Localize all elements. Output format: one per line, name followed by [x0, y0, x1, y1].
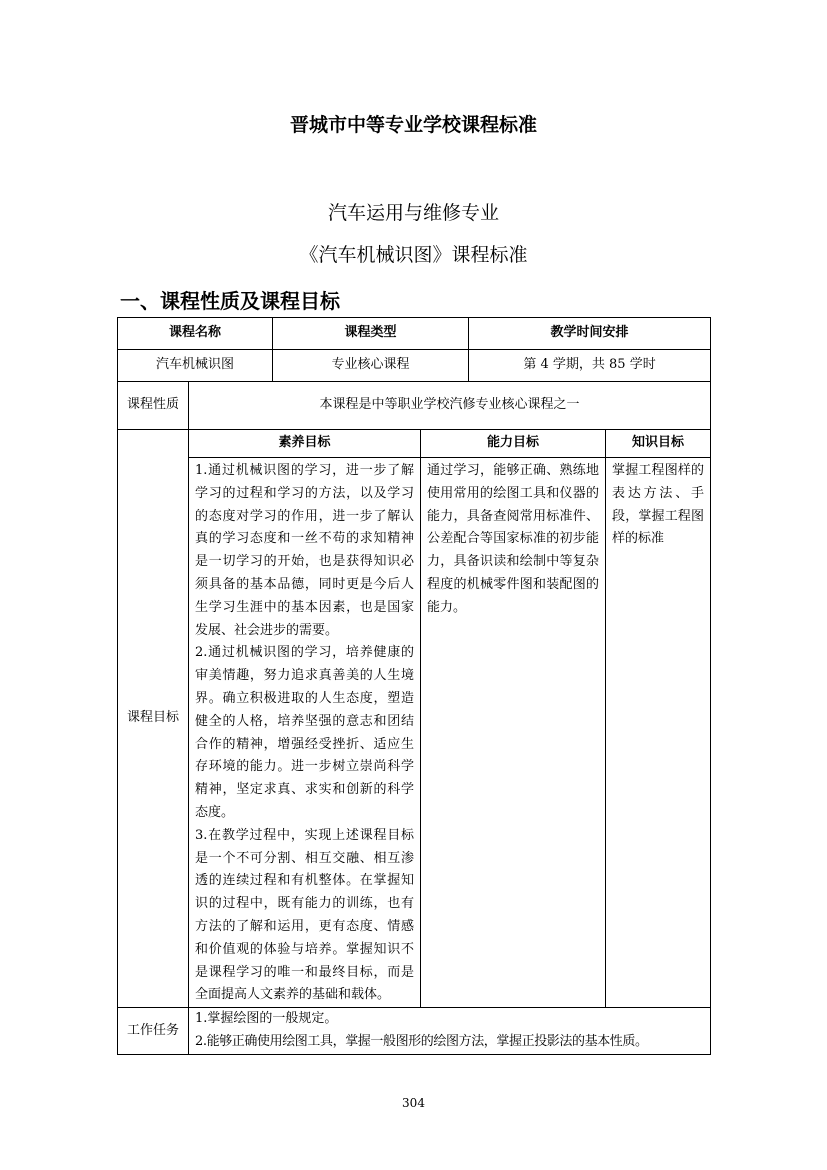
major-name: 汽车运用与维修专业 — [327, 202, 499, 224]
header-course-type: 课程类型 — [273, 318, 469, 350]
course-table — [117, 317, 711, 1055]
task-item: 2.能够正确使用绘图工具，掌握一般图形的绘图方法，掌握正投影法的基本性质。 — [195, 1033, 648, 1049]
course-name-value: 汽车机械识图 — [118, 350, 273, 382]
header-ability-goal: 能力目标 — [421, 430, 606, 458]
course-standard-title: 《汽车机械识图》课程标准 — [299, 244, 528, 266]
knowledge-goal-text: 掌握工程图样的表达方法、手段，掌握工程图样的标准 — [606, 458, 711, 1008]
table-row — [118, 350, 711, 382]
document-title: 晋城市中等专业学校课程标准 — [289, 114, 537, 136]
header-course-name: 课程名称 — [118, 318, 273, 350]
task-item: 1.掌握绘图的一般规定。 — [195, 1011, 338, 1027]
header-literacy-goal: 素养目标 — [189, 430, 421, 458]
ability-goal-text: 通过学习，能够正确、熟练地使用常用的绘图工具和仪器的能力，具备查阅常用标准件、公差配合等国家标准的初步能力，具备识读和绘制中等复杂程度的机械零件图和装配图的能力。 — [421, 458, 606, 1008]
nature-label: 课程性质 — [118, 382, 189, 430]
header-schedule: 教学时间安排 — [469, 318, 711, 350]
goals-label: 课程目标 — [118, 430, 189, 1008]
schedule-value: 第 4 学期，共 85 学时 — [469, 350, 711, 382]
header-knowledge-goal: 知识目标 — [606, 430, 711, 458]
tasks-label: 工作任务 — [118, 1008, 189, 1055]
section-heading: 一、课程性质及课程目标 — [120, 289, 340, 313]
tasks-cell — [189, 1008, 711, 1055]
tasks-row — [118, 1008, 711, 1055]
table-row-nature — [118, 382, 711, 430]
table-header-row — [118, 318, 711, 350]
page-number: 304 — [402, 1096, 425, 1110]
literacy-item: 2.通过机械识图的学习，培养健康的审美情趣，努力追求真善美的人生境界。确立积极进取的人生态度，塑造健全的人格，培养坚强的意志和团结合作的精神，增强经受挫折、适应生存环境的能力。进一步树立崇尚科学精神，坚定求真、求实和创新的科学态度。 — [195, 645, 415, 820]
literacy-item: 1.通过机械识图的学习，进一步了解学习的过程和学习的方法，以及学习的态度对学习的作用，进一步了解认真的学习态度和一丝不苟的求知精神是一切学习的开始，也是获得知识必须具备的基本品德，同时更是今后人生学习生涯中的基本因素，也是国家发展、社会进步的需要。 — [195, 463, 415, 638]
goals-header-row — [118, 430, 711, 458]
nature-text: 本课程是中等职业学校汽修专业核心课程之一 — [189, 382, 711, 430]
goals-content-row — [118, 458, 711, 1008]
literacy-item: 3.在教学过程中，实现上述课程目标是一个不可分割、相互交融、相互渗透的连续过程和有机整体。在掌握知识的过程中，既有能力的训练，也有方法的了解和运用，更有态度、情感和价值观的体验与培养。掌握知识不是课程学习的唯一和最终目标，而是全面提高人文素养的基础和载体。 — [195, 827, 415, 1003]
literacy-goal-cell — [189, 458, 421, 1008]
course-type-value: 专业核心课程 — [273, 350, 469, 382]
